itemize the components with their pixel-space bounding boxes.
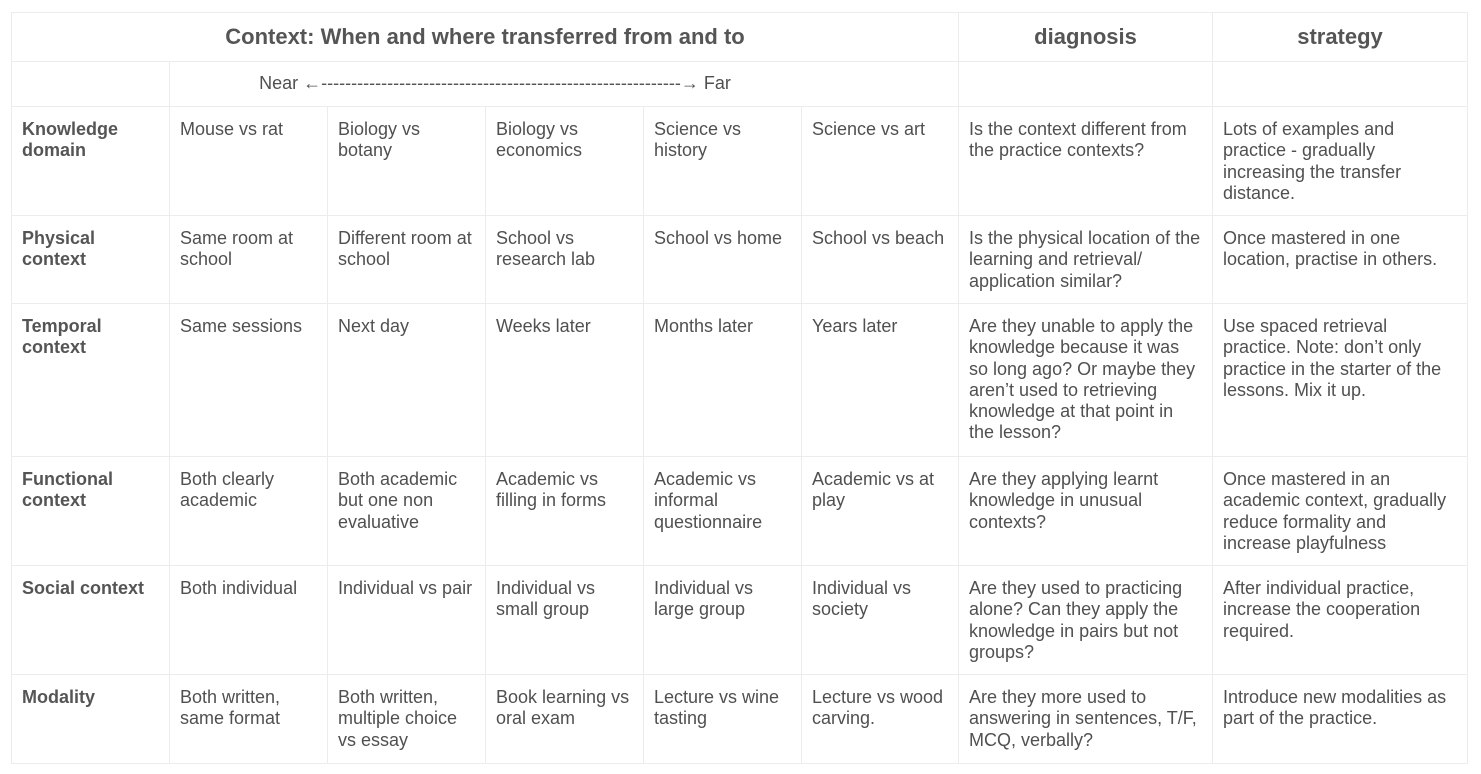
diagnosis-cell: Is the physical location of the learning and retrieval/ application similar? bbox=[959, 216, 1213, 304]
row-label: Physical context bbox=[12, 216, 170, 304]
table-cell: Both clearly academic bbox=[170, 457, 328, 566]
table-cell: School vs research lab bbox=[486, 216, 644, 304]
table-cell: Biology vs economics bbox=[486, 107, 644, 216]
near-far-scale bbox=[170, 62, 959, 107]
header-row bbox=[12, 13, 1468, 62]
table-cell: Same room at school bbox=[170, 216, 328, 304]
row-label: Functional context bbox=[12, 457, 170, 566]
table-cell: School vs home bbox=[644, 216, 802, 304]
strategy-cell: Once mastered in an academic context, gradually reduce formality and increase playfulness bbox=[1213, 457, 1468, 566]
row-label: Modality bbox=[12, 675, 170, 764]
scale-row-strategy-blank bbox=[1213, 62, 1468, 107]
table-cell: Individual vs pair bbox=[328, 566, 486, 675]
table-cell: Science vs art bbox=[802, 107, 959, 216]
scale-dashes: ------------------------------------------------------------ bbox=[321, 73, 681, 94]
strategy-cell: After individual practice, increase the cooperation required. bbox=[1213, 566, 1468, 675]
table-cell: Individual vs large group bbox=[644, 566, 802, 675]
table-cell: Weeks later bbox=[486, 304, 644, 457]
diagnosis-cell: Are they applying learnt knowledge in unusual contexts? bbox=[959, 457, 1213, 566]
table-cell: Both individual bbox=[170, 566, 328, 675]
strategy-cell: Use spaced retrieval practice. Note: don’t only practice in the starter of the lessons. Mix it up. bbox=[1213, 304, 1468, 457]
scale-row bbox=[12, 62, 1468, 107]
table-cell: Mouse vs rat bbox=[170, 107, 328, 216]
strategy-cell: Lots of examples and practice - gradually increasing the transfer distance. bbox=[1213, 107, 1468, 216]
table-cell: Academic vs filling in forms bbox=[486, 457, 644, 566]
diagnosis-cell: Are they more used to answering in sentences, T/F, MCQ, verbally? bbox=[959, 675, 1213, 764]
strategy-cell: Introduce new modalities as part of the practice. bbox=[1213, 675, 1468, 764]
table-cell: School vs beach bbox=[802, 216, 959, 304]
table-cell: Book learning vs oral exam bbox=[486, 675, 644, 764]
far-label: → Far bbox=[680, 73, 731, 94]
table-row bbox=[12, 457, 1468, 566]
table-row bbox=[12, 675, 1468, 764]
table-cell: Academic vs at play bbox=[802, 457, 959, 566]
table-row bbox=[12, 107, 1468, 216]
table-cell: Next day bbox=[328, 304, 486, 457]
table-cell: Both written, multiple choice vs essay bbox=[328, 675, 486, 764]
diagnosis-cell: Are they used to practicing alone? Can they apply the knowledge in pairs but not groups? bbox=[959, 566, 1213, 675]
table-cell: Individual vs small group bbox=[486, 566, 644, 675]
row-label: Social context bbox=[12, 566, 170, 675]
table-cell: Science vs history bbox=[644, 107, 802, 216]
table-row bbox=[12, 216, 1468, 304]
near-label: Near ← bbox=[259, 73, 322, 94]
table-cell: Different room at school bbox=[328, 216, 486, 304]
table-cell: Academic vs informal questionnaire bbox=[644, 457, 802, 566]
row-label: Knowledge domain bbox=[12, 107, 170, 216]
scale-row-diagnosis-blank bbox=[959, 62, 1213, 107]
context-header: Context: When and where transferred from and to bbox=[12, 13, 959, 62]
table-cell: Months later bbox=[644, 304, 802, 457]
table-row bbox=[12, 304, 1468, 457]
table-cell: Both academic but one non evaluative bbox=[328, 457, 486, 566]
table-cell: Same sessions bbox=[170, 304, 328, 457]
table-cell: Lecture vs wood carving. bbox=[802, 675, 959, 764]
diagnosis-cell: Are they unable to apply the knowledge because it was so long ago? Or maybe they aren’t used to retrieving knowledge at that point in the lesson? bbox=[959, 304, 1213, 457]
table-cell: Individual vs society bbox=[802, 566, 959, 675]
scale-row-blank bbox=[12, 62, 170, 107]
table-cell: Lecture vs wine tasting bbox=[644, 675, 802, 764]
transfer-context-table bbox=[11, 12, 1468, 764]
table-row bbox=[12, 566, 1468, 675]
strategy-header: strategy bbox=[1213, 13, 1468, 62]
row-label: Temporal context bbox=[12, 304, 170, 457]
diagnosis-cell: Is the context different from the practice contexts? bbox=[959, 107, 1213, 216]
table-cell: Biology vs botany bbox=[328, 107, 486, 216]
diagnosis-header: diagnosis bbox=[959, 13, 1213, 62]
table-cell: Both written, same format bbox=[170, 675, 328, 764]
strategy-cell: Once mastered in one location, practise in others. bbox=[1213, 216, 1468, 304]
table-cell: Years later bbox=[802, 304, 959, 457]
